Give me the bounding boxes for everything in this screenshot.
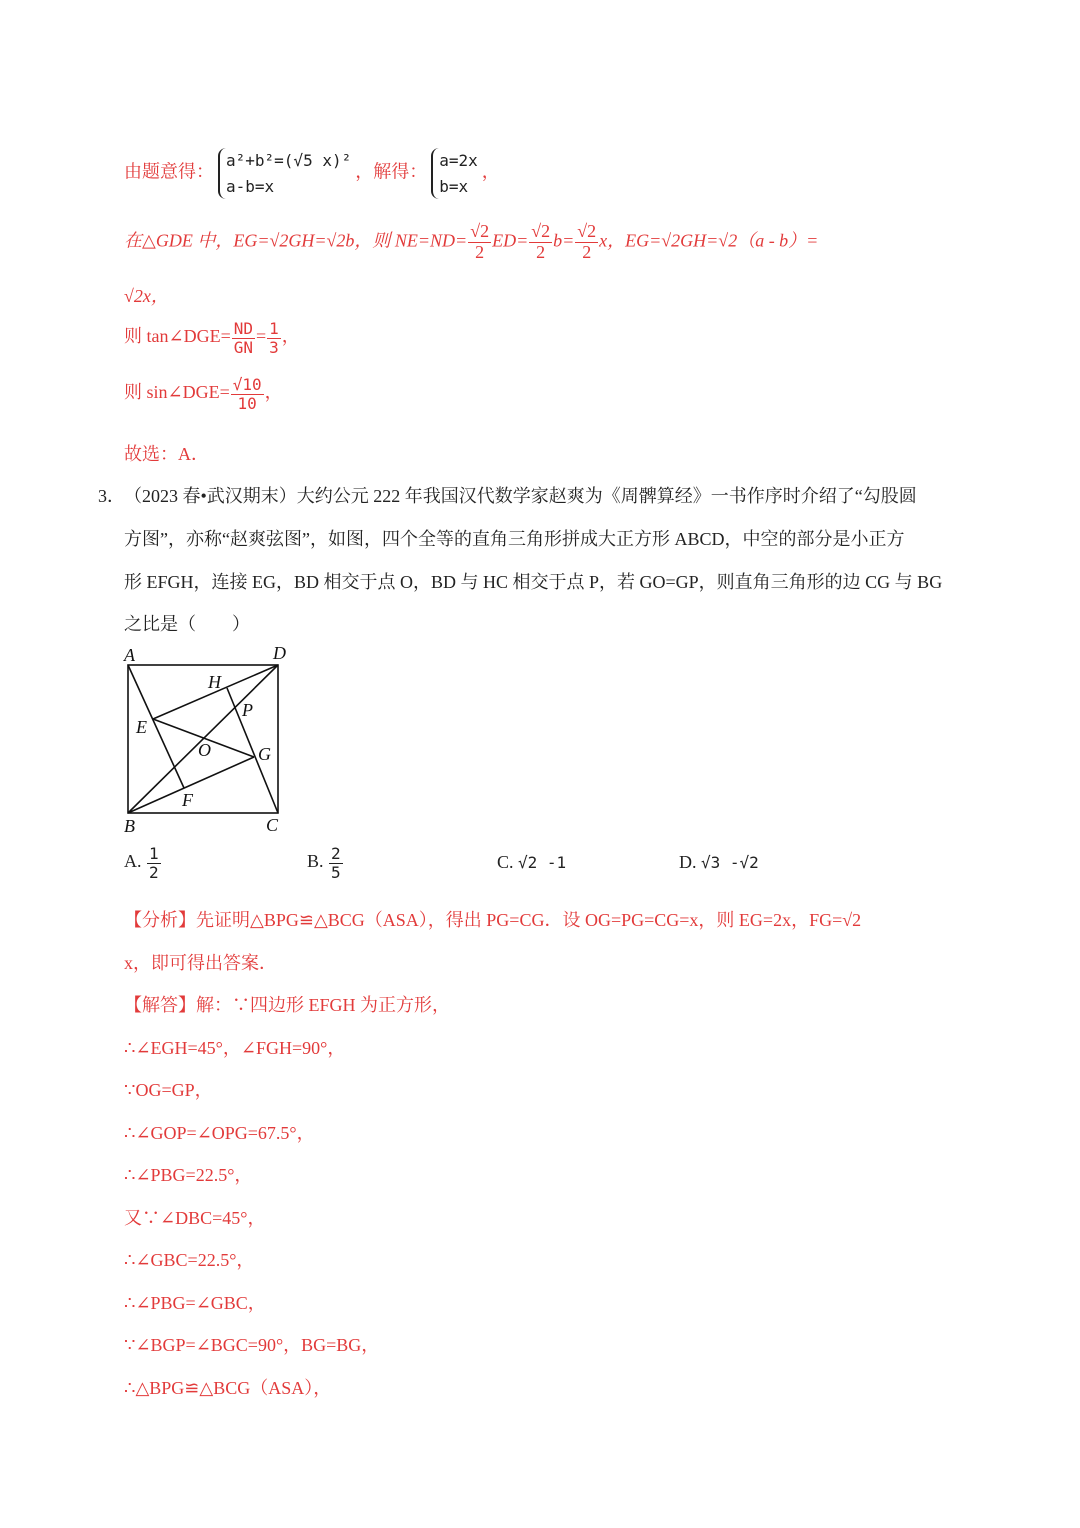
text: 则 tan∠DGE=	[124, 326, 231, 347]
text: √2x，	[124, 286, 169, 306]
text: ，	[281, 326, 300, 347]
answer-line: ∴∠PBG=22.5°，	[124, 1165, 253, 1185]
option-letter: A.	[124, 851, 142, 872]
text: =	[255, 326, 267, 347]
label-d: D	[273, 643, 286, 663]
text: ，	[481, 161, 500, 182]
text: ED=	[492, 230, 529, 251]
numerator: √10	[232, 375, 262, 394]
text: 在△GDE 中，EG=√2GH=√2b，则 NE=ND=	[124, 230, 468, 251]
numerator: 1	[269, 319, 279, 338]
analysis-text: x，即可得出答案．	[124, 953, 277, 973]
question-text: 形 EFGH，连接 EG，BD 相交于点 O，BD 与 HC 相交于点 P，若 GO=GP，则直角三角形的边 CG 与 BG	[124, 572, 943, 592]
option-letter: B.	[307, 851, 324, 872]
option-value: √2 -1	[518, 853, 567, 872]
denominator: 5	[331, 862, 341, 882]
denominator: 2	[149, 862, 159, 882]
option-letter: D.	[679, 852, 697, 872]
analysis-text: 【分析】先证明△BPG≌△BCG（ASA），得出 PG=CG．设 OG=PG=CG=x，则 EG=2x，FG=√2	[124, 910, 862, 930]
option-letter: C.	[497, 852, 514, 872]
numerator: √2	[470, 221, 490, 241]
answer-line: 【解答】解：∵四边形 EFGH 为正方形，	[124, 995, 451, 1015]
equation: a-b=x	[226, 176, 275, 196]
answer-line: ∵OG=GP，	[124, 1080, 213, 1100]
fraction	[147, 845, 161, 881]
denominator: 2	[536, 241, 546, 262]
label-f: F	[182, 790, 193, 810]
label-b: B	[124, 816, 135, 836]
option-value: √3 -√2	[701, 853, 759, 872]
label-a: A	[124, 645, 135, 665]
option-a[interactable]	[124, 845, 162, 881]
answer-line: ∴∠PBG=∠GBC，	[124, 1293, 266, 1313]
label-e: E	[136, 717, 147, 737]
answer-line: 又∵∠DBC=45°，	[124, 1208, 266, 1228]
answer-line: ∴△BPG≌△BCG（ASA），	[124, 1378, 332, 1398]
answer-line: ∵∠BGP=∠BGC=90°，BG=BG，	[124, 1335, 380, 1355]
option-c[interactable]	[497, 852, 566, 873]
numerator: 2	[331, 844, 341, 863]
question-number: 3．	[98, 486, 125, 506]
text: b=	[553, 230, 575, 251]
label-p: P	[242, 700, 253, 720]
text: 由题意得：	[124, 161, 214, 182]
denominator: 3	[269, 337, 279, 357]
fraction	[329, 845, 343, 881]
numerator: 1	[149, 844, 159, 863]
solution-answer: 故选：A．	[124, 444, 209, 464]
equation: b=x	[439, 176, 469, 196]
text: ，	[264, 382, 283, 403]
question-text: （2023 春•武汉期末）大约公元 222 年我国汉代数学家赵爽为《周髀算经》一书作序时介绍了“勾股圆	[124, 486, 917, 506]
answer-line: ∴∠EGH=45°，∠FGH=90°，	[124, 1038, 346, 1058]
label-h: H	[208, 672, 221, 692]
answer-line: ∴∠GOP=∠OPG=67.5°，	[124, 1123, 315, 1143]
denominator: 10	[237, 393, 257, 413]
numerator: √2	[531, 221, 551, 241]
text: x，EG=√2GH=√2（a - b）=	[599, 230, 819, 251]
option-d[interactable]	[679, 852, 759, 873]
answer-line: ∴∠GBC=22.5°，	[124, 1250, 255, 1270]
denominator: GN	[233, 337, 253, 357]
equation: a=2x	[439, 151, 478, 170]
line-bd	[128, 665, 278, 813]
question-text: 方图”，亦称“赵爽弦图”，如图，四个全等的直角三角形拼成大正方形 ABCD，中空的部分是小正方	[124, 529, 905, 549]
question-text: 之比是（ ）	[124, 614, 250, 634]
denominator: 2	[475, 241, 485, 262]
label-c: C	[266, 815, 279, 835]
text: 则 sin∠DGE=	[124, 382, 230, 403]
label-g: G	[258, 744, 271, 764]
label-o: O	[198, 740, 211, 760]
numerator: √2	[577, 221, 597, 241]
numerator: ND	[233, 319, 253, 338]
equation: a²+b²=(√5 x)²	[226, 151, 352, 170]
option-b[interactable]	[307, 845, 344, 881]
denominator: 2	[582, 241, 592, 262]
text: ，解得：	[355, 161, 428, 182]
